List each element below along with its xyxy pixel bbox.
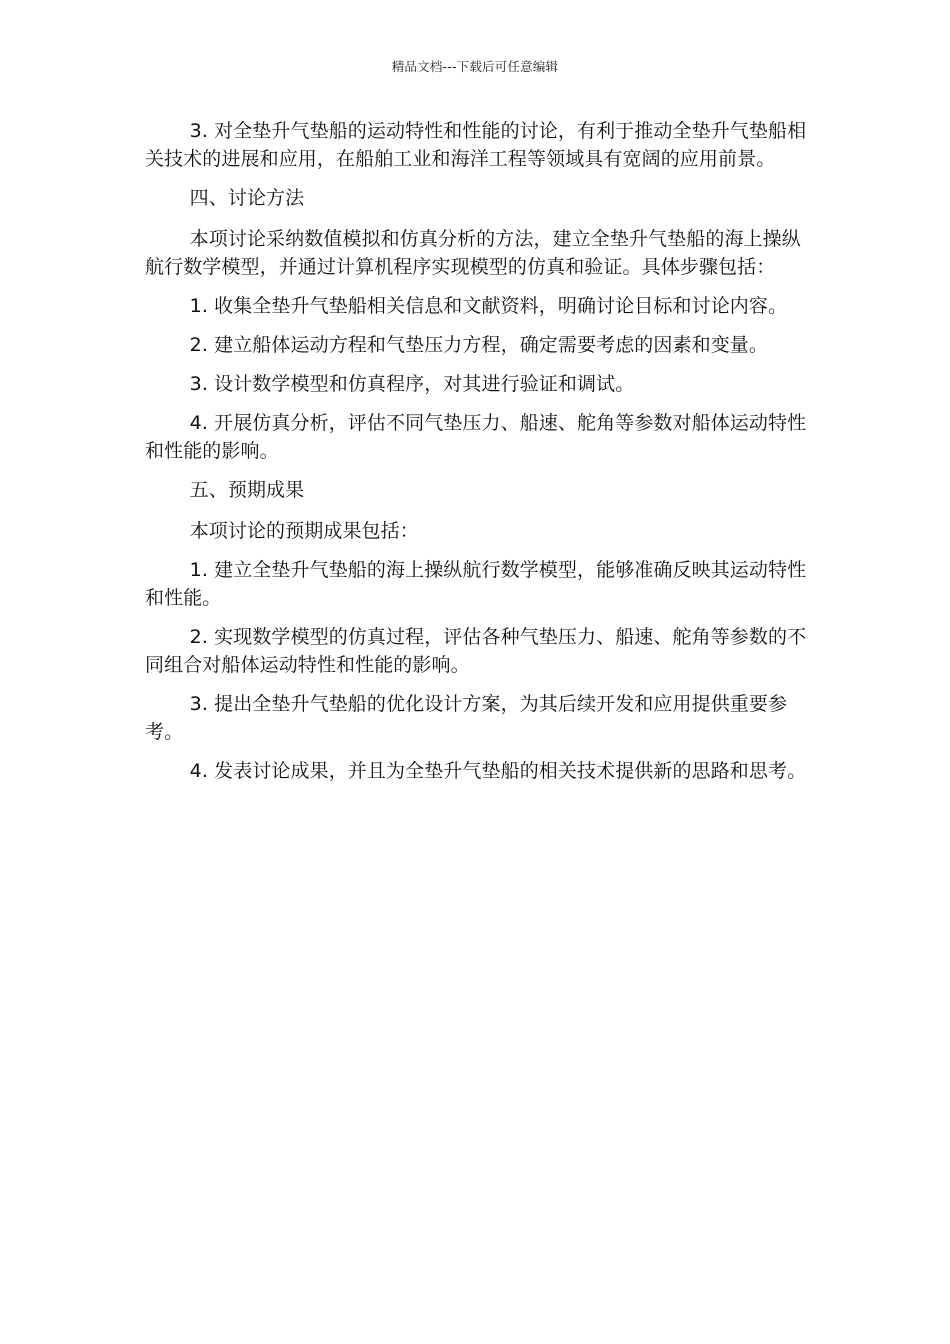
- outcomes-intro-paragraph: 本项讨论的预期成果包括：: [189, 520, 419, 542]
- list-item-outcome-3: 3. 提出全垫升气垫船的优化设计方案，为其后续开发和应用提供重要参考。: [145, 693, 788, 743]
- page-header: 精品文档---下载后可任意编辑: [391, 59, 559, 74]
- list-item-method-2: 2. 建立船体运动方程和气垫压力方程，确定需要考虑的因素和变量。: [189, 334, 769, 356]
- list-item-method-3: 3. 设计数学模型和仿真程序，对其进行验证和调试。: [189, 373, 635, 395]
- methods-intro-paragraph: 本项讨论采纳数值模拟和仿真分析的方法，建立全垫升气垫船的海上操纵航行数学模型，并通过计算机程序实现模型的仿真和验证。具体步骤包括：: [145, 228, 801, 278]
- list-item-outcome-2: 2. 实现数学模型的仿真过程，评估各种气垫压力、船速、舵角等参数的不同组合对船体运动特性和性能的影响。: [145, 626, 807, 676]
- list-item-outcome-1: 1. 建立全垫升气垫船的海上操纵航行数学模型，能够准确反映其运动特性和性能。: [145, 559, 807, 609]
- list-item-method-1: 1. 收集全垫升气垫船相关信息和文献资料，明确讨论目标和讨论内容。: [189, 295, 788, 317]
- list-item-significance-3: 3. 对全垫升气垫船的运动特性和性能的讨论，有利于推动全垫升气垫船相关技术的进展和应用，在船舶工业和海洋工程等领域具有宽阔的应用前景。: [145, 120, 807, 170]
- section-heading-methods: 四、讨论方法: [189, 187, 305, 209]
- document-body: [145, 117, 810, 796]
- list-item-method-4: 4. 开展仿真分析，评估不同气垫压力、船速、舵角等参数对船体运动特性和性能的影响。: [145, 412, 807, 462]
- list-item-outcome-4: 4. 发表讨论成果，并且为全垫升气垫船的相关技术提供新的思路和思考。: [189, 760, 807, 782]
- section-heading-outcomes: 五、预期成果: [189, 479, 305, 501]
